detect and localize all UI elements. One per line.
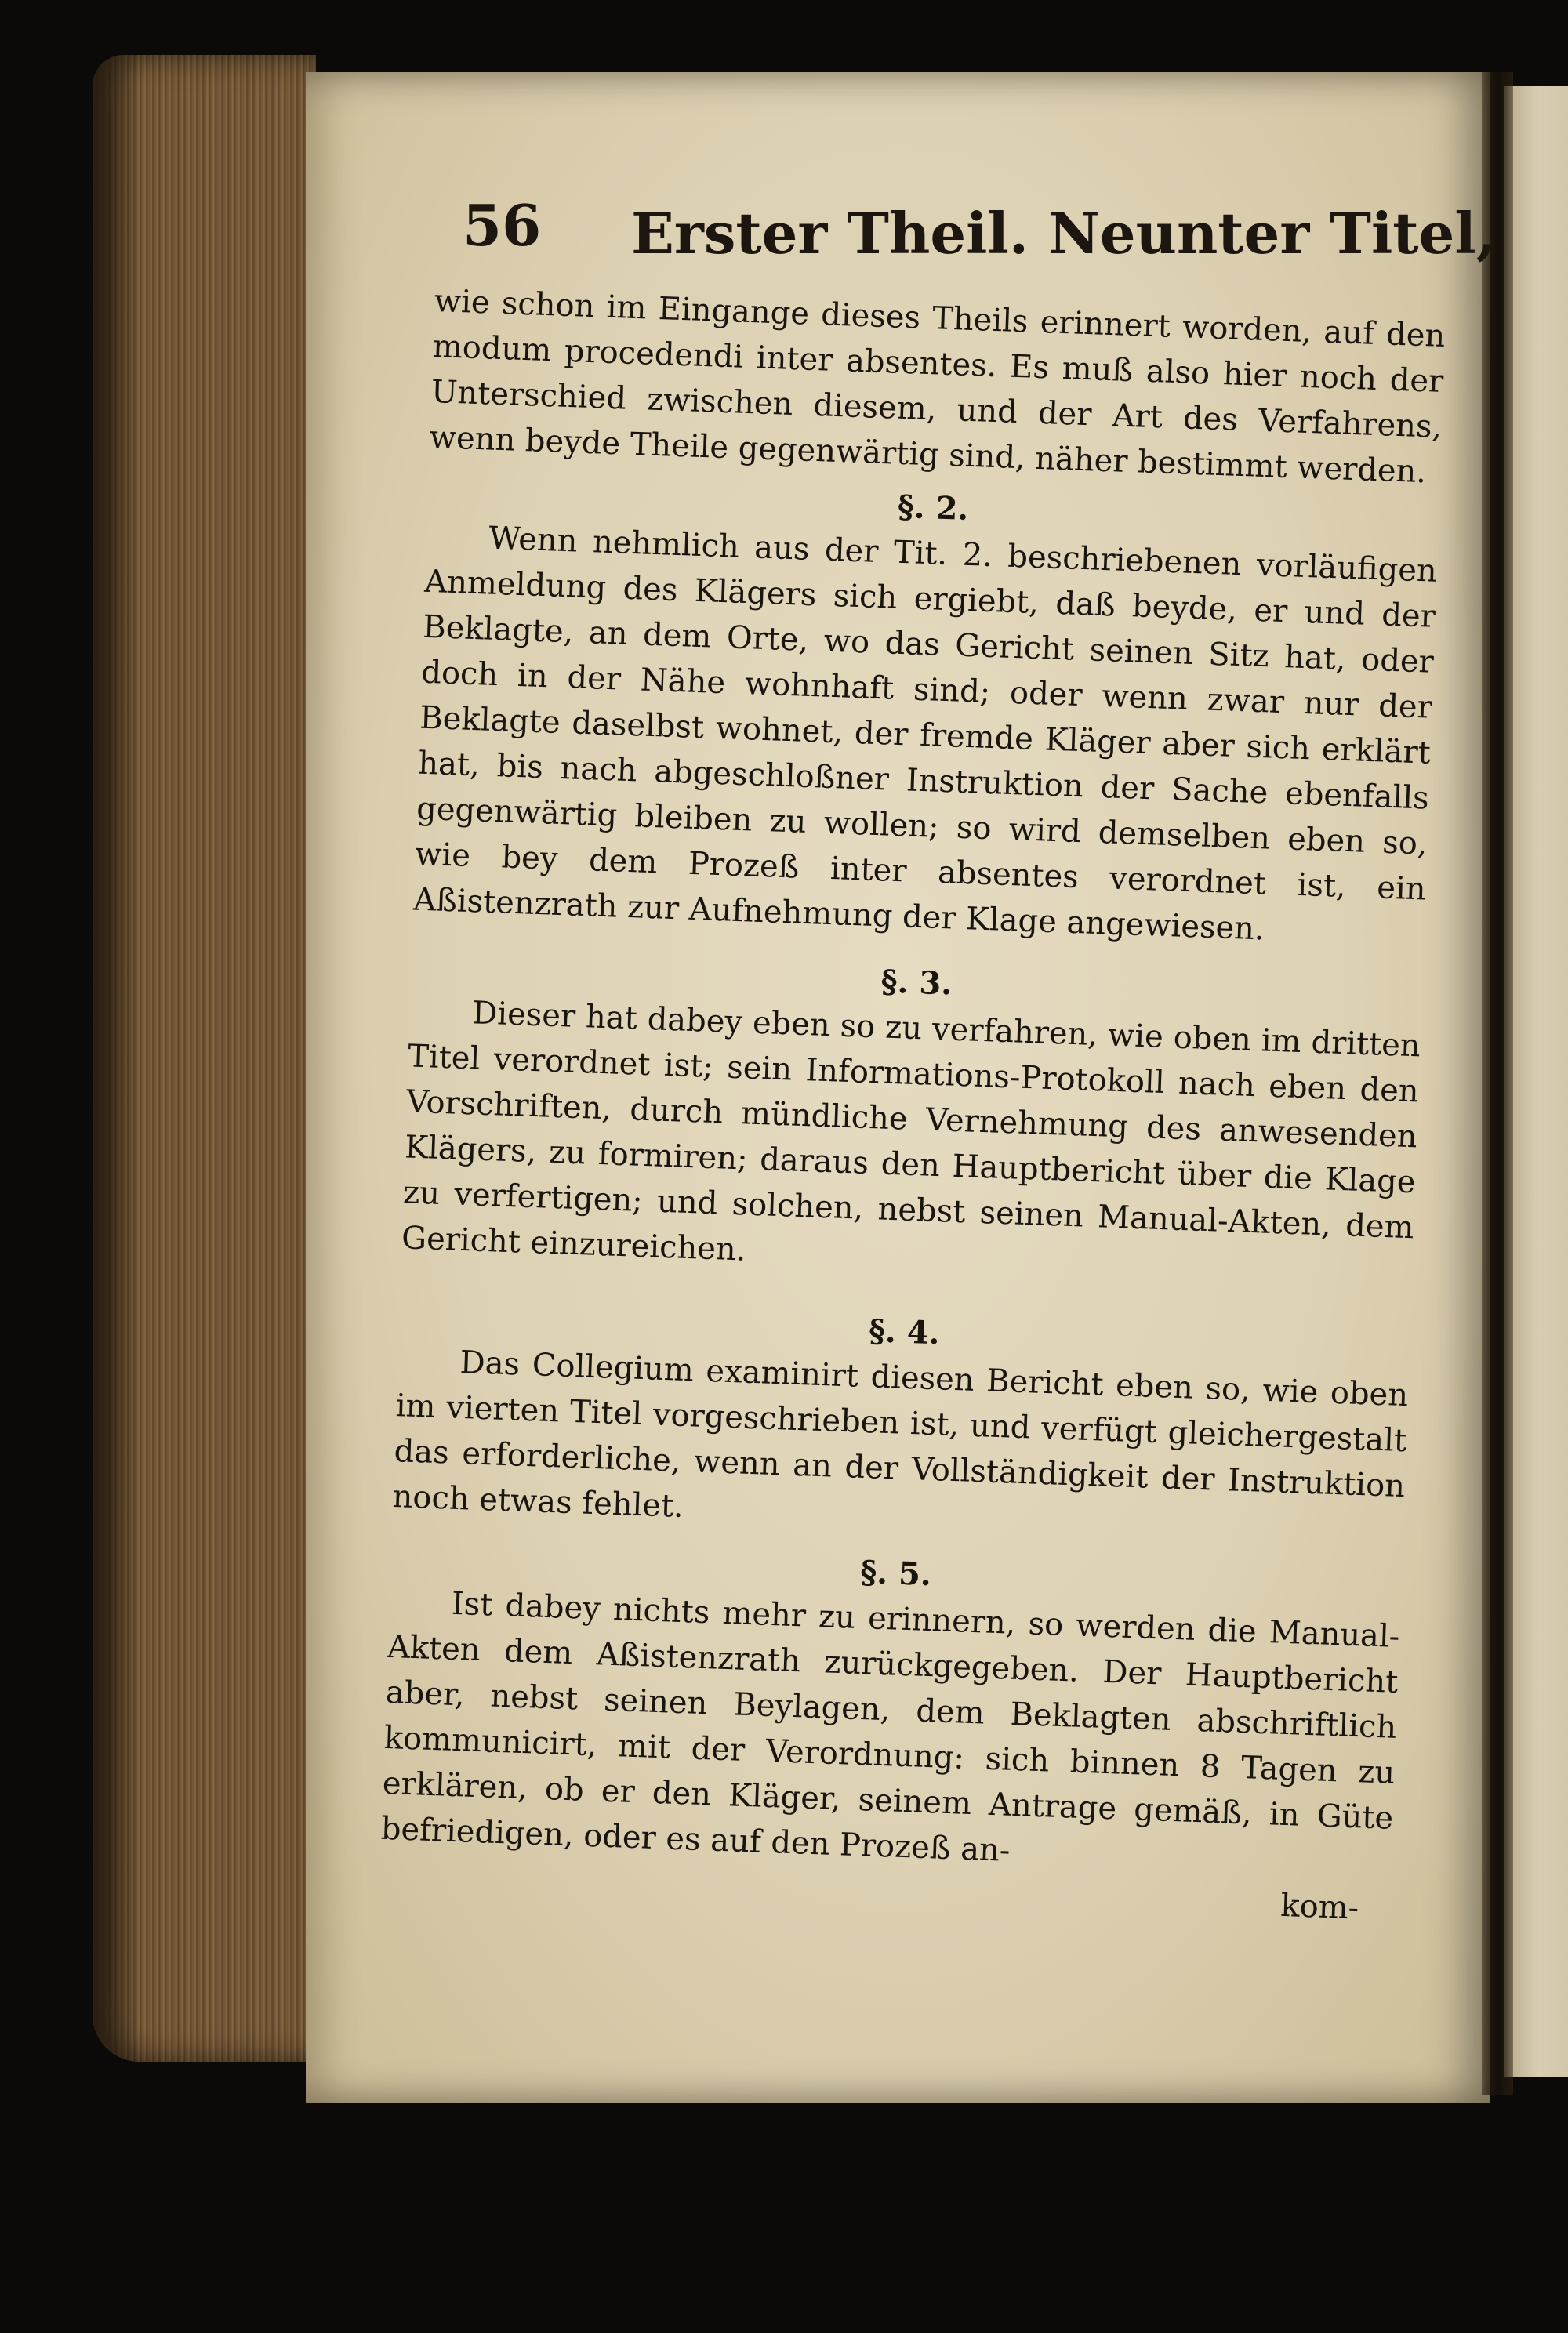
paragraph-5: Ist dabey nichts mehr zu erinnern, so werden die Manual-Akten dem Aßistenzrath zurückgegeben. Der Hauptbericht aber, nebst seinen Beylagen, dem Beklagten abschriftlich kommunicirt, mit der Verordnung: sich binnen 8 Tagen zu erklären, ob er den Kläger, seinem Antrage gemäß, in Güte befriedigen, oder es auf den Prozeß an- bbox=[380, 1585, 1401, 1869]
catchword: kom- bbox=[1279, 1887, 1359, 1927]
paragraph-4: Das Collegium examinirt diesen Bericht eben so, wie oben im vierten Titel vorgeschrieben ist, und verfügt gleichergestalt das erforderliche, wenn an der Vollständigkeit der Instruktion noch etwas fehlet. bbox=[391, 1344, 1409, 1525]
running-title: Erster Theil. Neunter Titel, bbox=[631, 200, 1496, 267]
section-heading-2: §. 2. bbox=[897, 488, 970, 528]
paragraph-2: Wenn nehmlich aus der Tit. 2. beschriebenen vorläufigen Anmeldung des Klägers sich ergiebt, daß beyde, er und der Beklagte, an dem Orte, wo das Gericht seinen Sitz hat, oder doch in der Nähe wohnhaft sind; oder wenn zwar nur der Beklagte daselbst wohnet, der fremde Kläger aber sich erklärt hat, bis nach abgeschloßner Instruktion der Sache ebenfalls gegenwärtig bleiben zu wollen; so wird demselben eben so, wie bey dem Prozeß inter absentes verordnet ist, ein Aßistenzrath zur Aufnehmung der Klage angewiesen. bbox=[412, 520, 1438, 948]
section-heading-3: §. 3. bbox=[880, 963, 953, 1003]
page-edge-shadow bbox=[93, 55, 140, 2062]
page-header bbox=[463, 192, 1496, 278]
page-number: 56 bbox=[463, 192, 542, 259]
paragraph-1: wie schon im Eingange dieses Theils erinnert worden, auf den modum procedendi inter absentes. Es muß also hier noch der Unterschied zwischen diesem, und der Art des Verfahrens, wenn beyde Theile gegenwärtig sind, näher bestimmt werden. bbox=[429, 282, 1446, 491]
section-heading-4: §. 4. bbox=[868, 1312, 941, 1352]
book-gutter bbox=[1482, 72, 1513, 2095]
section-heading-5: §. 5. bbox=[859, 1553, 932, 1594]
paragraph-3: Dieser hat dabey eben so zu verfahren, wie oben im dritten Titel verordnet ist; sein Informations-Protokoll nach eben den Vorschriften, durch mündliche Vernehmung des anwesenden Klägers, zu formiren; daraus den Hauptbericht über die Klage zu verfertigen; und solchen, nebst seinen Manual-Akten, dem Gericht einzureichen. bbox=[401, 995, 1421, 1268]
page-body bbox=[379, 278, 1446, 1932]
facing-page-sliver bbox=[1504, 86, 1568, 2077]
